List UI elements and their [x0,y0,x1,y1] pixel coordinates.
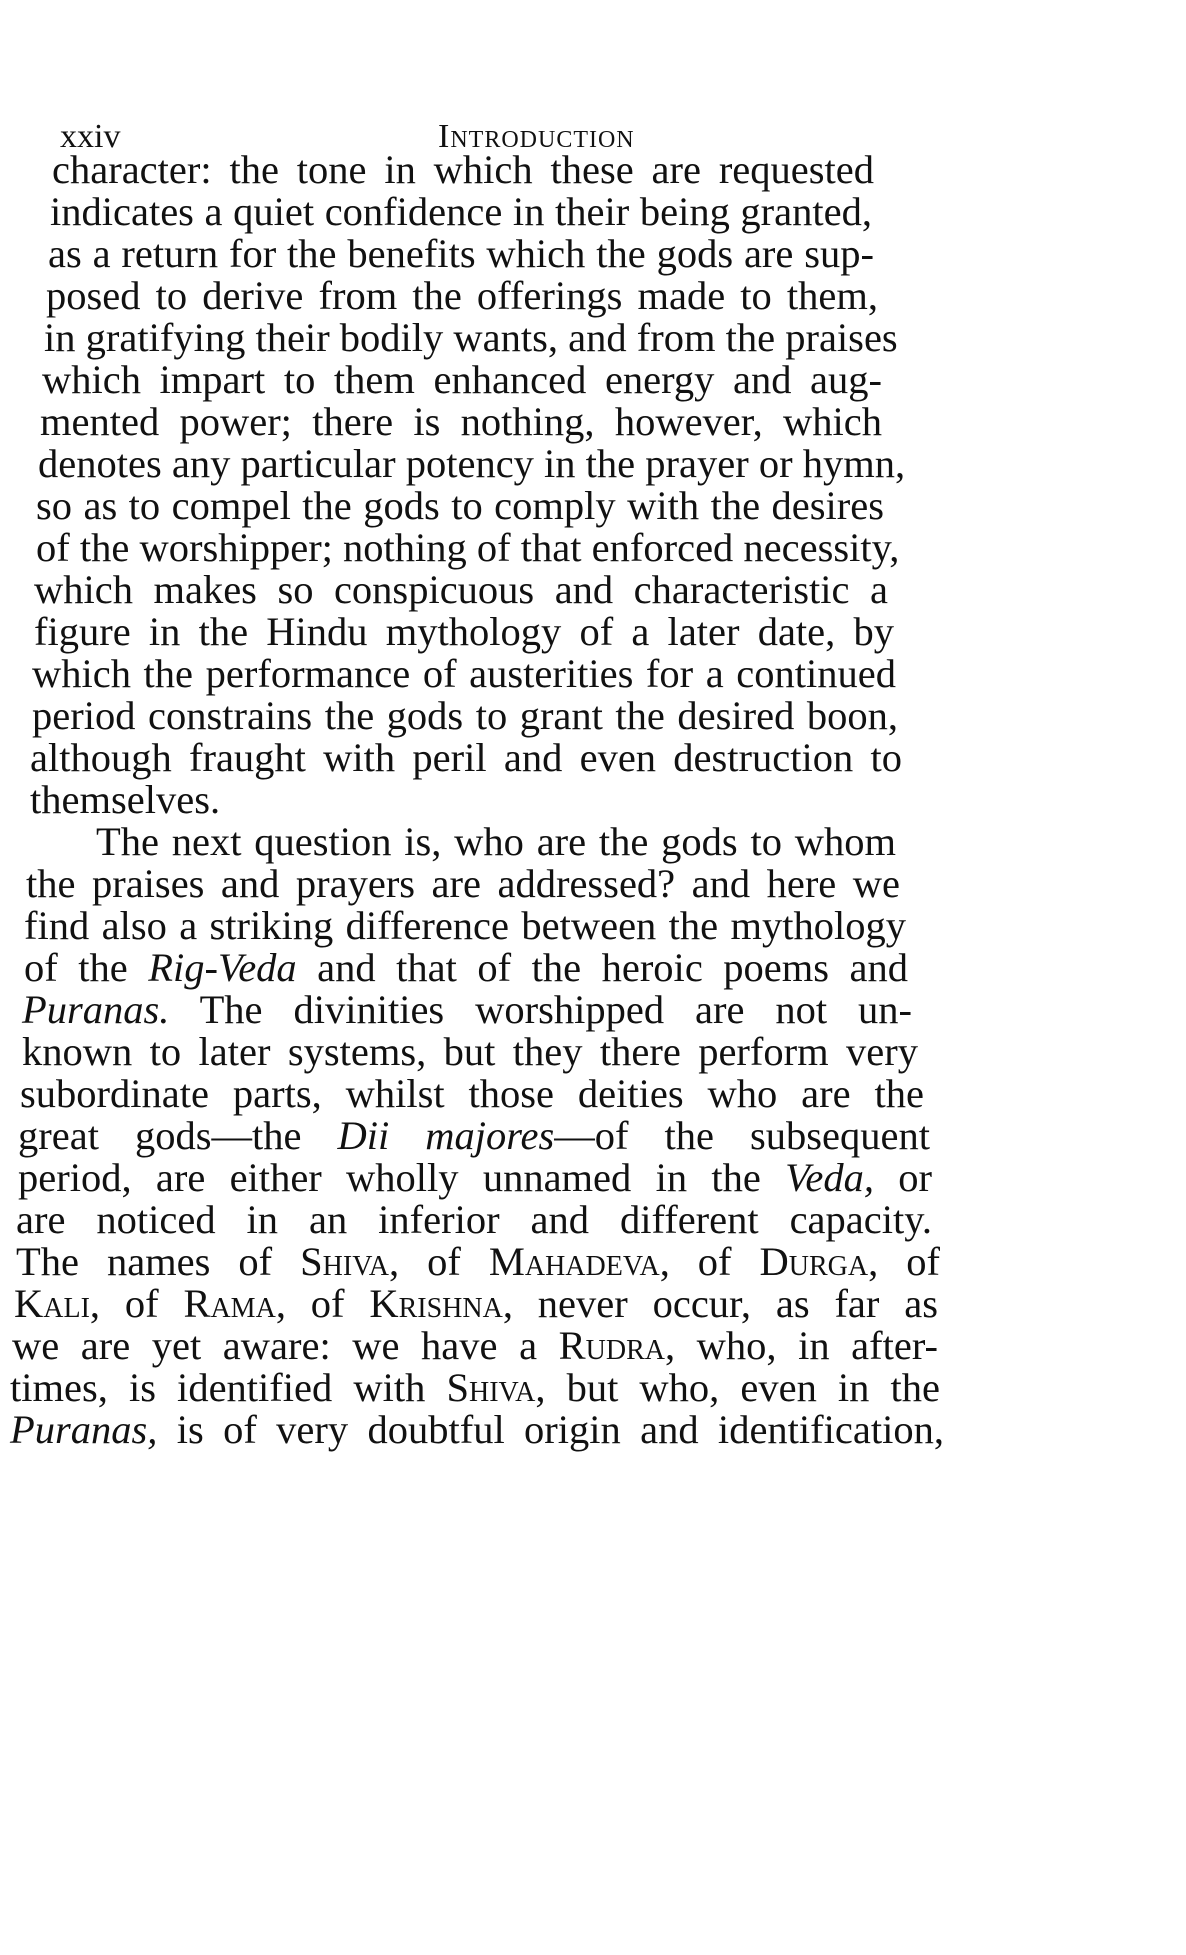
line-text: , never occur, as far as [502,1281,938,1326]
page-number: xxiv [60,118,121,155]
line-text: known to later systems, but they there perform very [22,1029,918,1074]
italic-text: Puranas, [10,1407,158,1452]
line-text: , of [89,1281,184,1326]
line-text: , who, in after- [664,1323,938,1368]
line-text: which the performance of austerities for a continued [32,651,896,696]
line-text: times, is identified with [10,1365,447,1410]
line-text: indicates a quiet confidence in their being granted, [50,189,872,234]
line-text: find also a striking difference between the mythology [24,903,906,948]
line-text: great gods—the [18,1113,338,1158]
line-text: character: the tone in which these are requested [52,147,874,192]
line-text: , of [659,1239,760,1284]
line-text: The names of [16,1239,301,1284]
line-text: The next question is, who are the gods to whom [96,819,896,864]
small-caps-name: Mahadeva [488,1239,660,1284]
line-text: or [873,1155,932,1200]
line-text: mented power; there is nothing, however, which [40,399,882,444]
line-text: —of the subsequent [554,1113,931,1158]
small-caps-name: Krishna [369,1281,503,1326]
line-text: and that of the heroic poems and [296,945,909,990]
text-line [10,1404,944,1456]
line-text: we are yet aware: we have a [12,1323,559,1368]
line-text: of the [24,945,149,990]
line-text: as a return for the benefits which the gods are sup- [48,231,874,276]
line-text: is of very doubtful origin and identification, [157,1407,944,1452]
small-caps-name: Shiva [446,1365,536,1410]
line-text: are noticed in an inferior and different capacity. [16,1197,932,1242]
italic-text: Veda, [785,1155,874,1200]
line-text: which impart to them enhanced energy and aug- [42,357,882,402]
italic-text: Puranas. [22,987,170,1032]
line-text: period, are either wholly unnamed in the [18,1155,786,1200]
small-caps-name: Rama [183,1281,276,1326]
line-text: , of [275,1281,370,1326]
small-caps-name: Durga [759,1239,869,1284]
line-text: period constrains the gods to grant the desired boon, [32,693,898,738]
line-text: of the worshipper; nothing of that enforced necessity, [36,525,900,570]
line-text: , of [868,1239,940,1284]
line-text: posed to derive from the offerings made to them, [46,273,878,318]
line-text: , of [389,1239,489,1284]
line-text: subordinate parts, whilst those deities who are the [20,1071,924,1116]
running-title: Introduction [438,118,635,155]
small-caps-name: Rudra [558,1323,665,1368]
line-text: which makes so conspicuous and characteristic a [34,567,888,612]
line-text: figure in the Hindu mythology of a later date, by [34,609,894,654]
small-caps-name: Kali [14,1281,90,1326]
line-text: although fraught with peril and even destruction to [30,735,902,780]
line-text: so as to compel the gods to comply with the desires [36,483,884,528]
italic-text: Dii majores [337,1113,555,1158]
line-text: denotes any particular potency in the prayer or hymn, [38,441,906,486]
line-text: in gratifying their bodily wants, and from the praises [44,315,898,360]
line-text: the praises and prayers are addressed? and here we [26,861,900,906]
line-text: themselves. [30,777,221,822]
line-text: , but who, even in the [535,1365,940,1410]
line-text: The divinities worshipped are not un- [169,987,912,1032]
small-caps-name: Shiva [300,1239,390,1284]
italic-text: Rig-Veda [148,945,297,990]
